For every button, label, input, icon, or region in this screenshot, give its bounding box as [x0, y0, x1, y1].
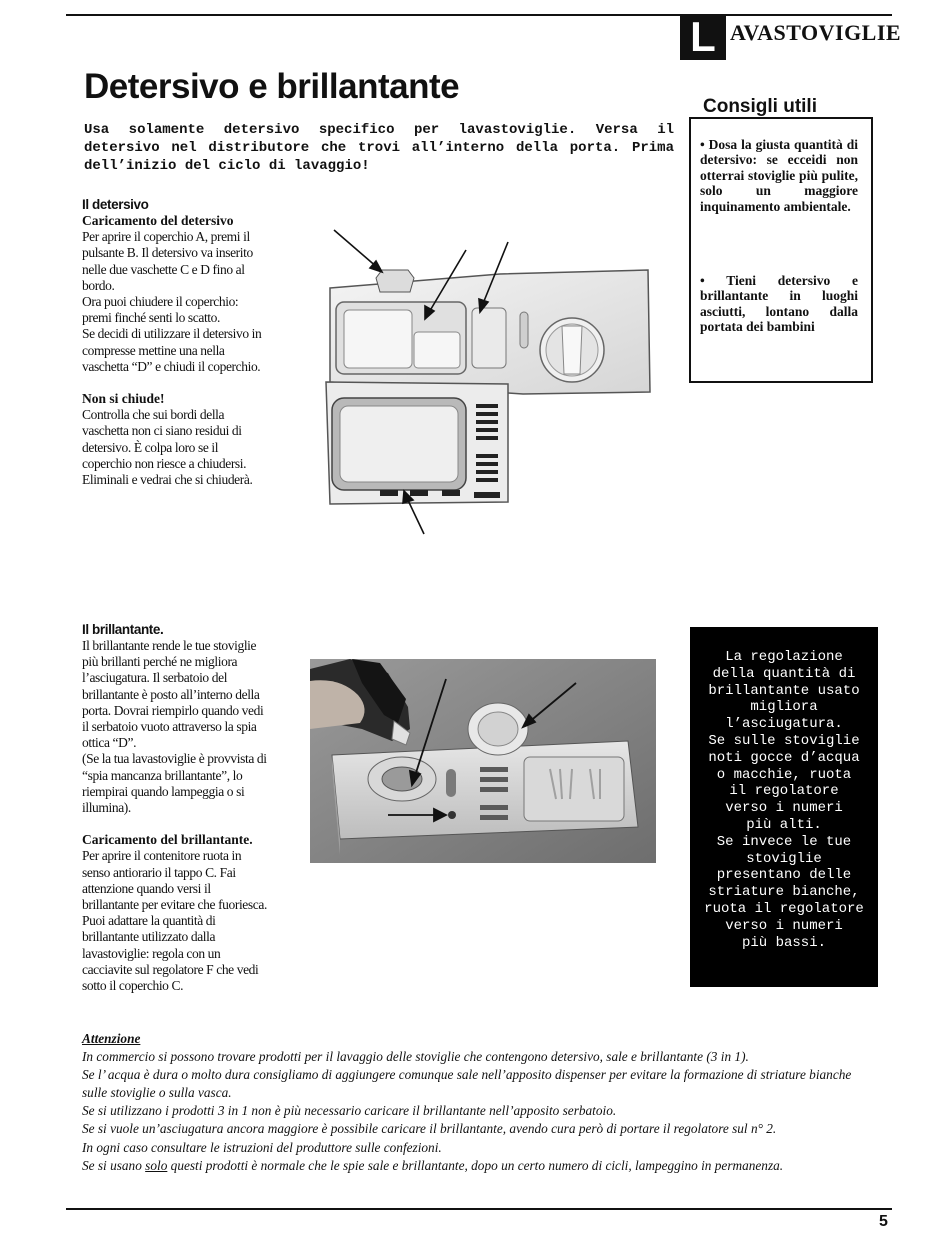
- attention-line-5: In ogni caso consultare le istruzioni del produttore sulle confezioni.: [82, 1139, 442, 1155]
- page-title: Detersivo e brillantante: [84, 67, 460, 106]
- top-rule: [66, 14, 892, 16]
- rinse-aid-p1: Il brillantante rende le tue stoviglie più brillanti perché ne migliora l’asciugatura. Il serbatoio del brillantante è posto all’interno della porta. Dovrai riempirlo quando vedi il serbatoio vuoto attraverso la spia ottica “D”.: [82, 638, 264, 751]
- rinse-aid-loading-heading: Caricamento del brillantante.: [82, 832, 253, 848]
- rinse-aid-photo: [310, 659, 656, 863]
- detergent-loading-p1: Per aprire il coperchio A, premi il pulsante B. Il detersivo va inserito nelle due vaschette C e D fino al bordo.: [82, 229, 253, 293]
- attention-line-3: Se si utilizzano i prodotti 3 in 1 non è più necessario caricare il brillantante nell’apposito serbatoio.: [82, 1103, 617, 1119]
- tips-heading: Consigli utili: [703, 96, 817, 117]
- page-number: 5: [879, 1213, 888, 1230]
- not-closing-text: Controlla che sui bordi della vaschetta non ci siano residui di detersivo. È colpa loro se il coperchio non riesce a chiudersi. Eliminali e vedrai che si chiuderà.: [82, 407, 253, 488]
- attention-title: Attenzione: [82, 1031, 141, 1046]
- attention-line-6-end: questi prodotti è normale che le spie sale e brillantante, dopo un certo numero di cicli, lampeggino in permanenza.: [167, 1157, 784, 1173]
- detergent-loading-heading: Caricamento del detersivo: [82, 213, 234, 228]
- attention-line-6-start: Se si usano: [82, 1157, 146, 1173]
- rinse-aid-info-box: La regolazione della quantità di brillantante usato migliora l’asciugatura. Se sulle stoviglie noti gocce d’acqua o macchie, ruota il regolatore verso i numeri più alti. Se invece le tue stoviglie presentano delle striature bianche, ruota il regolatore verso i numeri più bassi.: [690, 627, 878, 987]
- attention-line-6-underlined: solo: [145, 1157, 168, 1173]
- attention-line-4: Se si vuole un’asciugatura ancora maggiore è possibile caricare il brillantante, avendo cura però di portare il regolatore sul n° 2.: [82, 1121, 777, 1137]
- attention-line-1: In commercio si possono trovare prodotti per il lavaggio delle stoviglie che contengono detersivo, sale e brillantante (3 in 1).: [82, 1049, 749, 1065]
- detergent-heading: Il detersivo: [82, 197, 149, 212]
- detergent-loading-p2: Ora puoi chiudere il coperchio: premi finché senti lo scatto.: [82, 294, 239, 326]
- detergent-dispenser-illustration: [318, 222, 660, 542]
- rinse-aid-loading-text: Per aprire il contenitore ruota in senso antiorario il tappo C. Fai attenzione quando versi il brillantante per evitare che fuoriesca. Puoi adattare la quantità di brillantante utilizzato dalla lavastoviglie: regola con un cacciavite sul regolatore F che vedi sotto il coperchio C.: [82, 848, 267, 994]
- detergent-loading-p3: Se decidi di utilizzare il detersivo in compresse mettine una nella vaschetta “D” e chiudi il coperchio.: [82, 326, 262, 374]
- rinse-aid-p2: (Se la tua lavastoviglie è provvista di “spia mancanza brillantante”, lo riempirai quando lampeggia o si illumina).: [82, 751, 267, 816]
- attention-line-2: Se l’ acqua è dura o molto dura consigliamo di aggiungere comunque sale nell’apposito dispenser per evitare la formazione di striature bianche sulle stoviglie o sulla vasca.: [82, 1067, 852, 1101]
- section-title: AVASTOVIGLIE: [730, 20, 902, 45]
- section-letter-badge: L: [680, 14, 726, 60]
- tips-box: [689, 117, 873, 383]
- tip-2: • Tieni detersivo e brillantante in luoghi asciutti, lontano dalla portata dei bambini: [700, 273, 858, 335]
- intro-text: Usa solamente detersivo specifico per lavastoviglie. Versa il detersivo nel distributore che trovi all’interno della porta. Prima dell’inizio del ciclo di lavaggio!: [84, 122, 674, 174]
- bottom-rule: [66, 1208, 892, 1210]
- tip-1: • Dosa la giusta quantità di detersivo: se ecceidi non otterrai stoviglie più pulite, solo un maggiore inquinamento ambientale.: [700, 137, 858, 214]
- detergent-section: [82, 197, 268, 488]
- attention-block: [82, 1030, 872, 1175]
- attention-line-6: [82, 1157, 872, 1175]
- not-closing-heading: Non si chiude!: [82, 391, 165, 407]
- rinse-aid-heading: Il brillantante.: [82, 622, 164, 637]
- rinse-aid-section: [82, 622, 268, 994]
